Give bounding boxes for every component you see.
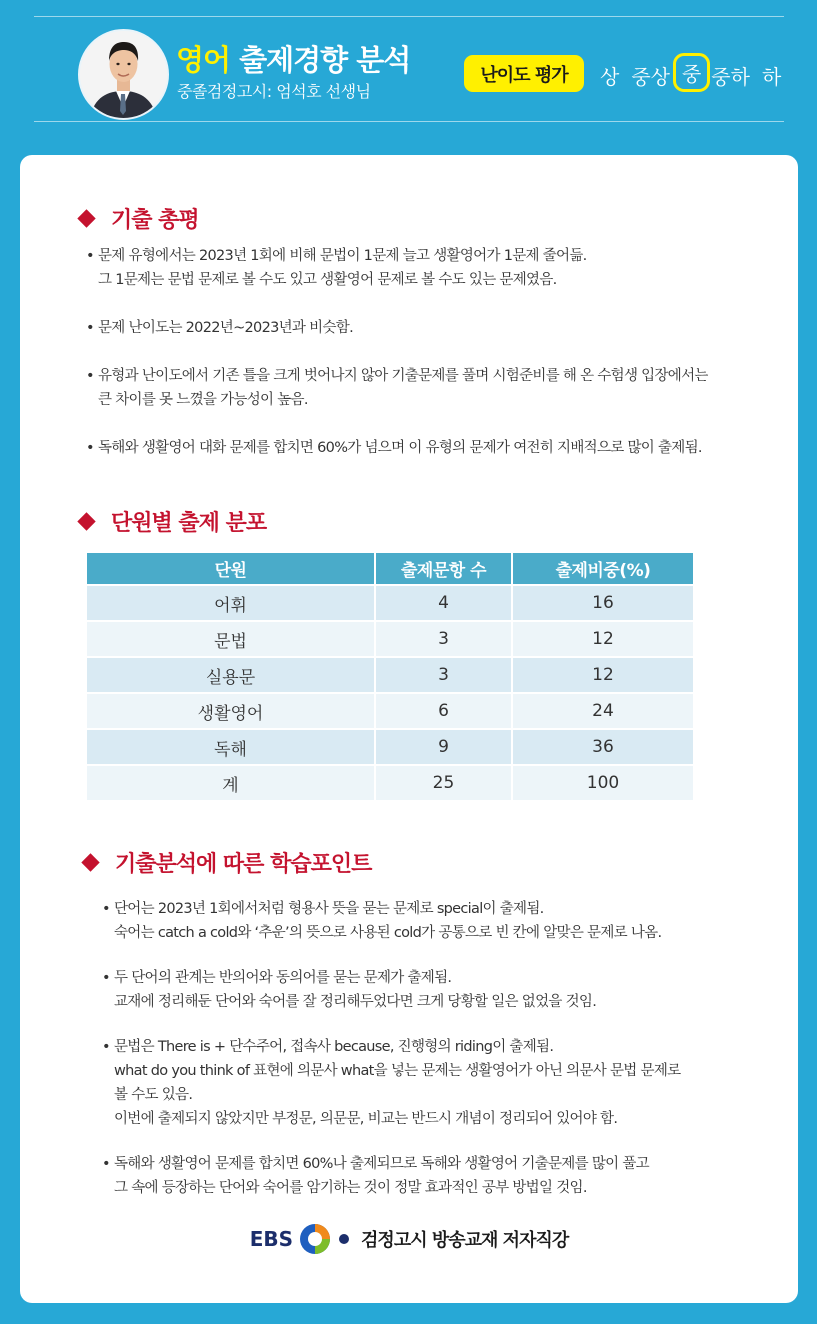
- difficulty-level-mid-selected: 중: [673, 53, 710, 92]
- overview-item: • 문제 유형에서는 2023년 1회에 비해 문법이 1문제 늘고 생활영어가 1문제 줄어듦. 그 1문제는 문법 문제로 볼 수도 있고 생활영어 문제로 볼 수도 있는 문제였음.: [86, 244, 786, 292]
- table-cell-unit: 문법: [87, 622, 376, 656]
- table-row: [87, 658, 693, 692]
- table-row-total: [87, 766, 693, 800]
- study-point-item: • 독해와 생활영어 문제를 합치면 60%나 출제되므로 독해와 생활영어 기출문제를 많이 풀고 그 속에 등장하는 단어와 숙어를 암기하는 것이 정말 효과적인 공부 방법일 것임.: [102, 1152, 792, 1200]
- table-row: [87, 730, 693, 764]
- footer-tagline: 검정고시 방송교재 저자직강: [361, 1230, 569, 1251]
- table-cell-count: 25: [376, 766, 513, 800]
- header: [0, 0, 817, 150]
- table-cell-ratio: 36: [513, 730, 693, 764]
- difficulty-level-mid-high: 중상: [631, 64, 670, 89]
- table-cell-unit: 독해: [87, 730, 376, 764]
- section-title-distribution: [77, 506, 266, 537]
- header-bottom-divider: [34, 121, 784, 122]
- table-cell-ratio: 24: [513, 694, 693, 728]
- difficulty-level-low: 하: [761, 64, 782, 89]
- table-row: [87, 622, 693, 656]
- page-title-rest: 출제경향 분석: [230, 43, 411, 77]
- table-row: [87, 694, 693, 728]
- overview-list: [86, 244, 786, 460]
- study-points-list: [102, 897, 792, 1200]
- table-cell-unit: 생활영어: [87, 694, 376, 728]
- overview-item: • 유형과 난이도에서 기존 틀을 크게 벗어나지 않아 기출문제를 풀며 시험준비를 해 온 수험생 입장에서는 큰 차이를 못 느꼈을 가능성이 높음.: [86, 364, 786, 412]
- table-cell-ratio: 100: [513, 766, 693, 800]
- content-card: [20, 155, 798, 1303]
- ebs-logo-icon: [299, 1223, 331, 1255]
- table-cell-unit: 계: [87, 766, 376, 800]
- table-cell-unit: 실용문: [87, 658, 376, 692]
- header-top-divider: [34, 16, 784, 17]
- page-title-subject: 영어: [176, 43, 231, 77]
- difficulty-badge: 난이도 평가: [464, 55, 584, 92]
- teacher-avatar: [78, 29, 169, 120]
- section-title-study-points-text: 기출분석에 따른 학습포인트: [115, 852, 372, 877]
- section-title-study-points: [81, 847, 371, 878]
- table-cell-count: 4: [376, 586, 513, 620]
- overview-item: • 문제 난이도는 2022년~2023년과 비슷함.: [86, 316, 786, 340]
- distribution-table: [87, 551, 693, 802]
- study-point-item: • 문법은 There is + 단수주어, 접속사 because, 진행형의 riding이 출제됨. what do you think of 표현에 의문사 what을 넣는 문제는 생활영어가 아닌 의문사 문법 문제로 볼 수도 있음. 이번에 출제되지 않았지만 부정문, 의문문, 비교는 반드시 개념이 정리되어 있어야 함.: [102, 1035, 792, 1131]
- table-row: [87, 586, 693, 620]
- footer: [20, 1223, 798, 1255]
- page-subtitle: 중졸검정고시: 엄석호 선생님: [177, 82, 371, 101]
- table-header-row: [87, 553, 693, 584]
- table-cell-count: 3: [376, 622, 513, 656]
- overview-item: • 독해와 생활영어 대화 문제를 합치면 60%가 넘으며 이 유형의 문제가 여전히 지배적으로 많이 출제됨.: [86, 436, 786, 460]
- table-cell-ratio: 16: [513, 586, 693, 620]
- table-header-ratio: 출제비중(%): [513, 553, 693, 584]
- teacher-portrait-icon: [80, 31, 167, 118]
- difficulty-scale: [600, 58, 781, 92]
- table-header-count: 출제문항 수: [376, 553, 513, 584]
- diamond-icon: [77, 209, 95, 227]
- page-title: [176, 38, 410, 79]
- table-cell-count: 6: [376, 694, 513, 728]
- footer-dot-icon: [339, 1234, 349, 1244]
- section-title-overview-text: 기출 총평: [111, 208, 199, 233]
- study-point-item: • 단어는 2023년 1회에서처럼 형용사 뜻을 묻는 문제로 special이 출제됨. 숙어는 catch a cold와 ‘추운’의 뜻으로 사용된 cold가 공통으로 빈 칸에 알맞은 문제로 나옴.: [102, 897, 792, 945]
- difficulty-level-high: 상: [600, 64, 620, 89]
- diamond-icon: [77, 512, 95, 530]
- diamond-icon: [81, 853, 99, 871]
- table-header-unit: 단원: [87, 553, 376, 584]
- table-cell-count: 9: [376, 730, 513, 764]
- ebs-wordmark: EBS: [249, 1227, 294, 1251]
- difficulty-level-mid-low: 중하: [711, 64, 750, 89]
- table-cell-unit: 어휘: [87, 586, 376, 620]
- table-cell-ratio: 12: [513, 622, 693, 656]
- table-cell-count: 3: [376, 658, 513, 692]
- study-point-item: • 두 단어의 관계는 반의어와 동의어를 묻는 문제가 출제됨. 교재에 정리해둔 단어와 숙어를 잘 정리해두었다면 크게 당황할 일은 없었을 것임.: [102, 966, 792, 1014]
- section-title-distribution-text: 단원별 출제 분포: [111, 511, 267, 536]
- table-cell-ratio: 12: [513, 658, 693, 692]
- section-title-overview: [77, 203, 199, 234]
